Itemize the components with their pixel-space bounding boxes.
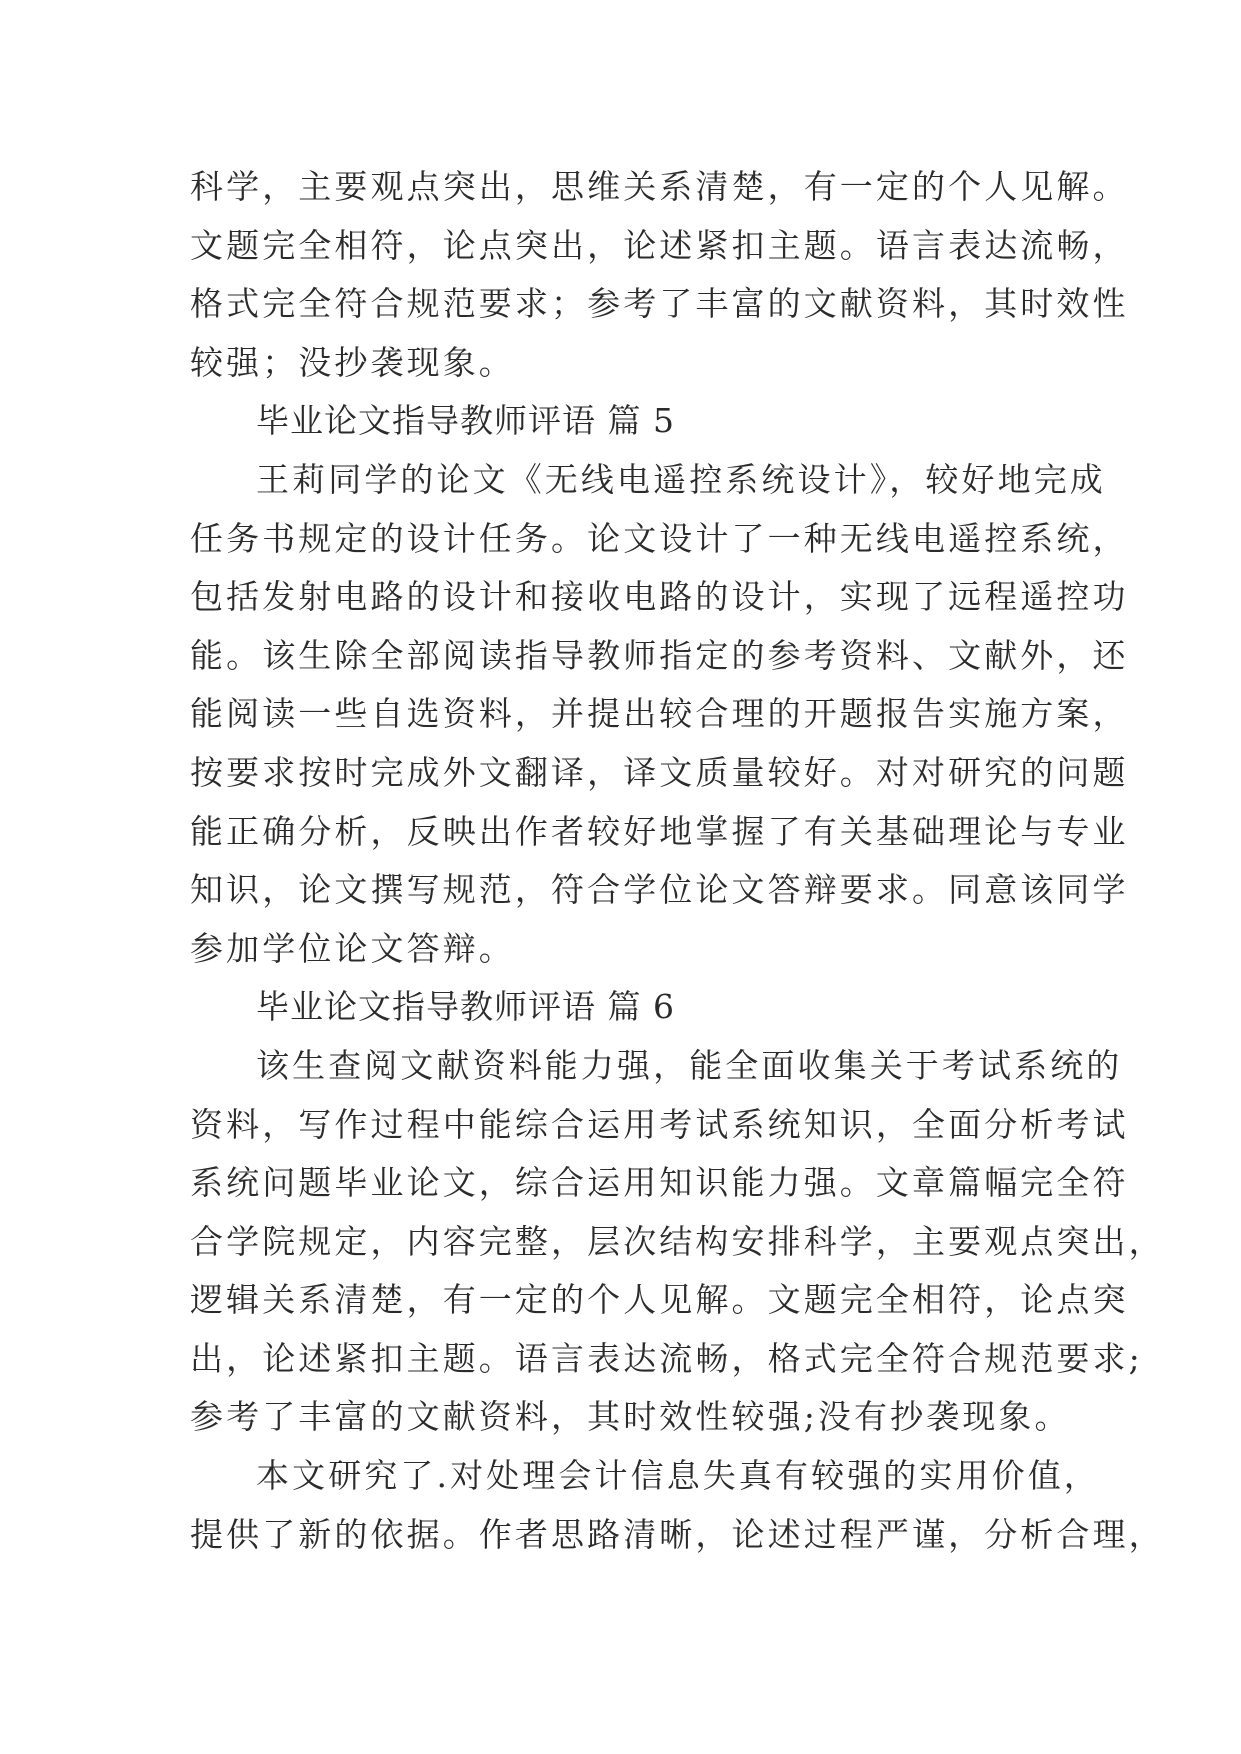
section-heading-5: 毕业论文指导教师评语 篇 5: [256, 401, 675, 441]
text-line: 资料，写作过程中能综合运用考试系统知识，全面分析考试: [190, 1104, 1129, 1144]
text-line: 合学院规定，内容完整，层次结构安排科学，主要观点突出，: [190, 1221, 1165, 1261]
text-line: 能正确分析，反映出作者较好地掌握了有关基础理论与专业: [190, 811, 1129, 851]
text-line: 参考了丰富的文献资料，其时效性较强;没有抄袭现象。: [190, 1397, 1071, 1437]
document-page: [190, 158, 1165, 1564]
text-line: 按要求按时完成外文翻译，译文质量较好。对对研究的问题: [190, 752, 1129, 792]
text-line: 系统问题毕业论文，综合运用知识能力强。文章篇幅完全符: [190, 1163, 1129, 1203]
text-line: 任务书规定的设计任务。论文设计了一种无线电遥控系统，: [190, 518, 1129, 558]
text-line: 该生查阅文献资料能力强，能全面收集关于考试系统的: [256, 1045, 1123, 1085]
text-line: 出，论述紧扣主题。语言表达流畅，格式完全符合规范要求;: [190, 1338, 1143, 1378]
text-line: 提供了新的依据。作者思路清晰，论述过程严谨，分析合理，: [190, 1514, 1165, 1554]
text-line: 科学，主要观点突出，思维关系清楚，有一定的个人见解。: [190, 167, 1129, 206]
text-line: 参加学位论文答辩。: [190, 928, 515, 968]
paragraph-3: [190, 1037, 1165, 1447]
section-heading-6: 毕业论文指导教师评语 篇 6: [256, 987, 675, 1027]
text-line: 逻辑关系清楚，有一定的个人见解。文题完全相符，论点突: [190, 1280, 1129, 1320]
paragraph-2: [190, 451, 1129, 978]
text-line: 格式完全符合规范要求；参考了丰富的文献资料，其时效性: [190, 284, 1129, 324]
paragraph-4: [190, 1447, 1165, 1564]
text-line: 本文研究了.对处理会计信息失真有较强的实用价值，: [256, 1456, 1100, 1496]
text-line: 文题完全相符，论点突出，论述紧扣主题。语言表达流畅，: [190, 225, 1129, 265]
text-line: 包括发射电路的设计和接收电路的设计，实现了远程遥控功: [190, 577, 1129, 617]
text-line: 能阅读一些自选资料，并提出较合理的开题报告实施方案，: [190, 694, 1129, 734]
text-line: 较强；没抄袭现象。: [190, 342, 515, 382]
paragraph-1: [190, 158, 1129, 392]
text-line: 能。该生除全部阅读指导教师指定的参考资料、文献外，还: [190, 635, 1129, 675]
text-line: 知识，论文撰写规范，符合学位论文答辩要求。同意该同学: [190, 870, 1129, 910]
text-line: 王莉同学的论文《无线电遥控系统设计》，较好地完成: [256, 459, 1106, 499]
